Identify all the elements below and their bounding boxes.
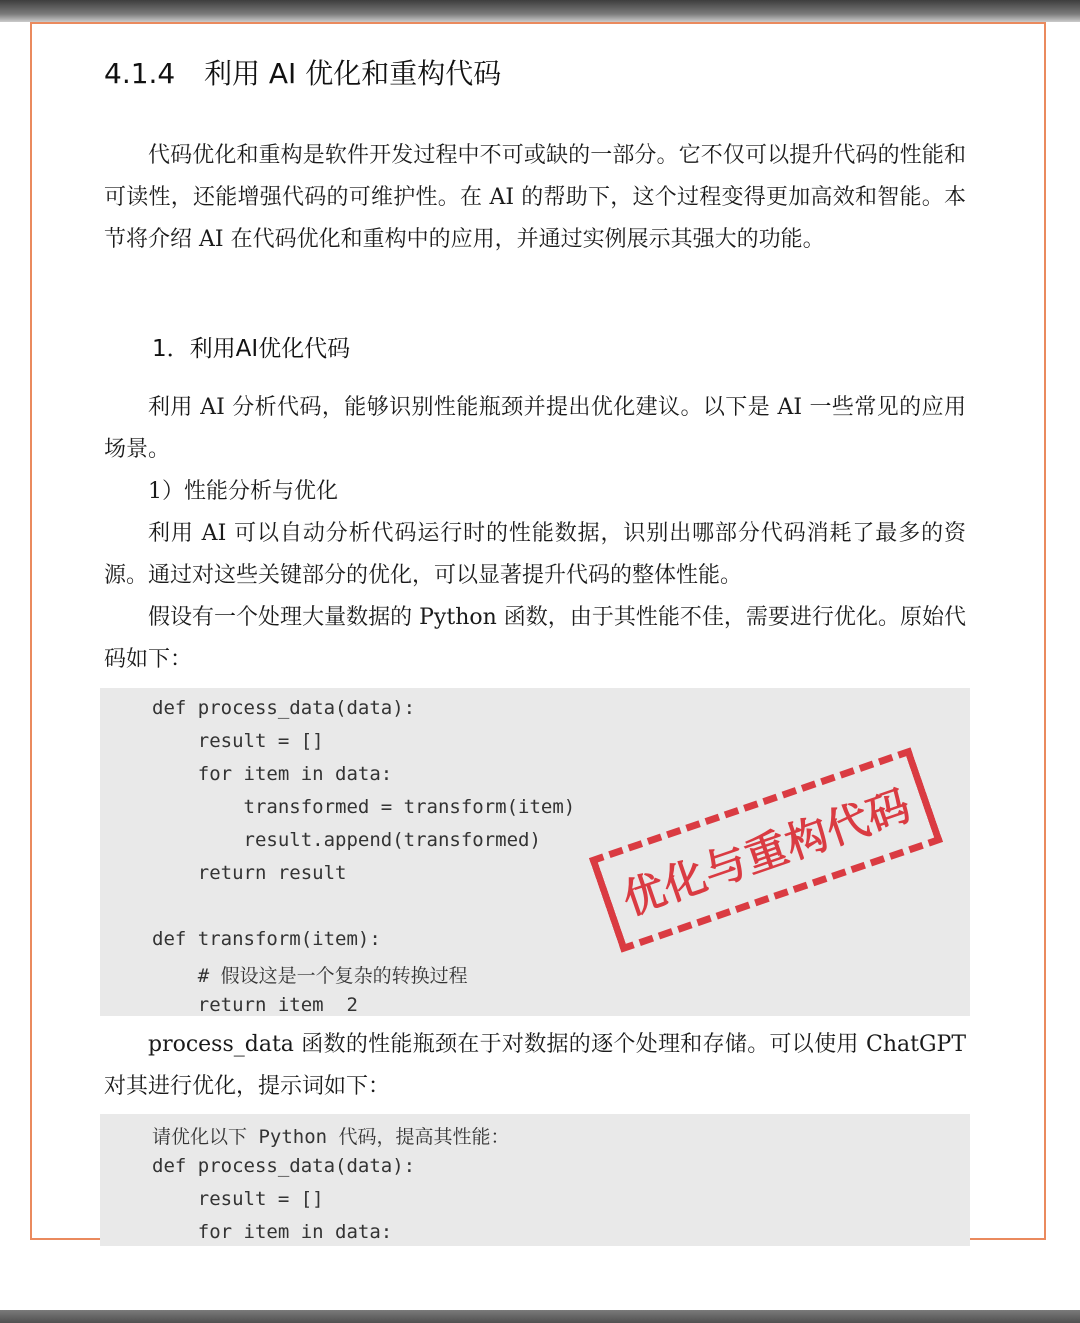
item1-body: 利用 AI 可以自动分析代码运行时的性能数据，识别出哪部分代码消耗了最多的资源。通过对这些关键部分的优化，可以显著提升代码的整体性能。 xyxy=(104,521,966,588)
code-line: result = [] xyxy=(152,1188,324,1210)
code-line: for item in data: xyxy=(152,763,393,785)
code-line: def transform(item): xyxy=(152,928,381,950)
code-line: return item 2 xyxy=(152,994,358,1016)
code-line: # 假设这是一个复杂的转换过程 xyxy=(152,965,468,987)
example-paragraph: 假设有一个处理大量数据的 Python 函数，由于其性能不佳，需要进行优化。原始代码如下： xyxy=(104,605,966,672)
item1-title: 1）性能分析与优化 xyxy=(148,479,338,504)
code-line: transformed = transform(item) xyxy=(152,796,576,818)
code-line: 请优化以下 Python 代码，提高其性能： xyxy=(152,1126,510,1148)
code-line: for item in data: xyxy=(152,1221,393,1243)
code-line: return result xyxy=(152,862,347,884)
code-line: result.append(transformed) xyxy=(152,829,541,851)
code-line: def process_data(data): xyxy=(152,1155,416,1177)
section-number: 4.1.4 xyxy=(104,57,176,90)
code-block-prompt xyxy=(100,1114,970,1246)
intro-paragraph: 代码优化和重构是软件开发过程中不可或缺的一部分。它不仅可以提升代码的性能和可读性，还能增强代码的可维护性。在 AI 的帮助下，这个过程变得更加高效和智能。本节将介绍 AI 在代码优化和重构中的应用，并通过实例展示其强大的功能。 xyxy=(104,143,966,252)
code-line: result = [] xyxy=(152,730,324,752)
scenarios-paragraph: 利用 AI 分析代码，能够识别性能瓶颈并提出优化建议。以下是 AI 一些常见的应用场景。 xyxy=(104,395,966,462)
code-line: def process_data(data): xyxy=(152,697,416,719)
bottleneck-paragraph: process_data 函数的性能瓶颈在于对数据的逐个处理和存储。可以使用 ChatGPT 对其进行优化，提示词如下： xyxy=(104,1032,966,1099)
section-title: 利用 AI 优化和重构代码 xyxy=(204,57,502,90)
section-heading xyxy=(104,52,501,92)
subheading: 1．利用AI优化代码 xyxy=(152,336,351,362)
stamp-text: 优化与重构代码 xyxy=(616,780,918,925)
